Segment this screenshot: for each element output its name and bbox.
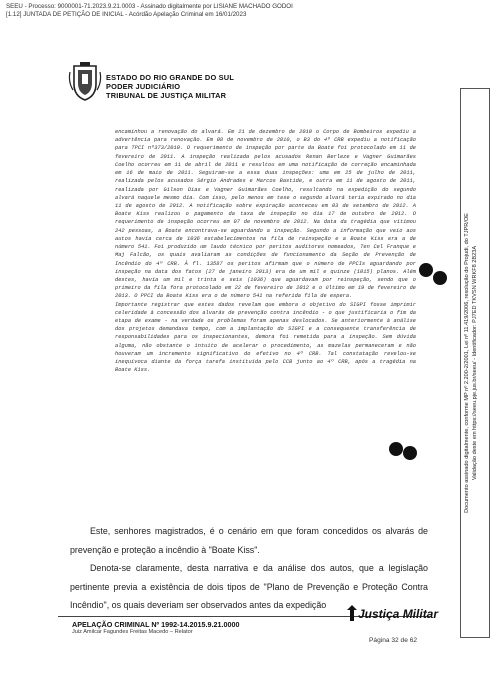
page-number: Página 32 de 62 — [369, 637, 418, 644]
quote-paragraph-1: encaminhou a renovação do alvará. Em 21 de dezembro de 2010 o Corpo de Bombeiros expediu a advertência para renovação. Em 08 de novembro de 2010, o B3 do 4º CRB expediu a notificação para TPCI nº373/2010. O requerimento de inspeção por parte da Boate foi protocolado em 11 de fevereiro de 2011. A inspeção realizada pelos acusados Renan Berleze e Vagner Guimarães Coelho ocorreu em 11 de abril de 2011 e resultou em uma notificação de correção encaminhada em 16 de maio de 2011. Seguiram-se a essa duas inspeções: uma em 25 de julho de 2011, realizada pelos acusados Sérgio Andrades e Marcos Bastide, e outra em 11 de agosto de 2011, realizada por Gilson Dias e Vagner Guimarães Coelho, resultando na expedição do segundo alvará naquele mesmo dia. Com isso, pelo menos em tese o segundo alvará teria expirado no dia 11 de agosto de 2012. A notificação sobre expiração aconteceu em 03 de setembro de 2012. A Boate Kiss realizou o pagamento da taxa de inspeção no dia 17 de outubro de 2012. O requerimento de inspeção ocorreu em 07 de novembro de 2012. Na data da tragédia que vitimou 242 pessoas, a Boate encontrava-se aguardando a inspeção. Segundo a informação que veio aos autos havia cerca de 1036 estabelecimentos na fila de reinspeção e a Boate Kiss era a de número 541. Foi produzido um laudo técnico por peritos auditores nomeados, Ten Cel Franque e Maj Falcão, os quais avaliaram as condições de funcionamento da Seção de Prevenção de Incêndio do 4º CRB. À fl. 13587 os peritos afirmam que o número de PPCIs aguardando por inspeção na data dos fatos (27 de janeiro 2013) era de um mil e quinze (1015) planos. Além destes, havia um mil e trinta e seis (1036) que aguardavam por reinspeção, sendo que o primeiro da fila fora protocolado em 22 de fevereiro de 2012 e o último em 19 de fevereiro de 2013. O PPCI da Boate Kiss era o de número 541 na referida fila de espera. — [115, 129, 416, 300]
justica-militar-logo-icon — [346, 604, 358, 622]
validation-notice: Validação deste em https://seeu.pje.jus.br/seeu/ - Identificador: PJ7ED TKVSN WRKF8 2B23A — [472, 245, 478, 481]
digital-signature-sidebar — [460, 88, 490, 638]
punch-hole-mark — [403, 446, 417, 460]
body-paragraph-2: Denota-se claramente, desta narrativa e da análise dos autos, que a legislação pertinente previa a existência de dois tipos de "Plano de Prevenção e Proteção Contra Incêndio", os quais deveriam ser observados antes da expedição — [70, 563, 428, 611]
header-petition-line: [1.12] JUNTADA DE PETIÇÃO DE INICIAL - Acórdão Apelação Criminal em 16/01/2023 — [6, 11, 247, 18]
justica-militar-logo: Justiça Militar — [358, 607, 439, 621]
institution-court: TRIBUNAL DE JUSTIÇA MILITAR — [106, 91, 227, 100]
body-text — [70, 522, 428, 615]
signature-notice: Documento assinado digitalmente, conforme MP nº 2.200-2/2001, Lei nº 11.419/2006, resolução do Projudi, do TJPR/OE — [464, 213, 470, 513]
quoted-block — [115, 128, 416, 516]
case-number: APELAÇÃO CRIMINAL Nº 1992-14.2015.9.21.0000 — [72, 620, 240, 629]
institution-power: PODER JUDICIÁRIO — [106, 82, 181, 91]
body-paragraph-1: Este, senhores magistrados, é o cenário em que foram concedidos os alvarás de prevenção e proteção a incêndio à "Boate Kiss". — [70, 526, 428, 555]
state-crest-icon — [68, 62, 102, 102]
judge-name: Juiz Amilcar Fagundes Freitas Macedo – Relator — [72, 629, 193, 635]
header-process-line: SEEU - Processo: 9000001-71.2023.9.21.0003 - Assinado digitalmente por LISIANE MACHADO GODOI — [6, 3, 293, 10]
punch-hole-mark — [389, 442, 403, 456]
punch-hole-mark — [419, 263, 433, 277]
quote-paragraph-2: Importante registrar que estes dados revelam que embora o objetivo do SIGPI fosse imprimir celeridade à concessão dos alvarás de prevenção contra incêndio - o que justificaria o fim da etapa de exame - na verdade os problemas foram apenas deslocados. Se anteriormente à análise dos projetos demandava tempo, com a implantação do SIGPI e a consequente transferência de responsabilidades para os inspecionantes, demora foi remetida para a inspeção. Sem dúvida alguma, não obstante o intuito de acelerar o procedimento, as mazelas permaneceram e não houveram um incremento significativo do efetivo no 4º CRB. Tal constatação revelou-se inequívoca diante da força tarefa instituída pelo CCB junto ao 4º CRB, após a tragédia na Boate Kiss. — [115, 301, 416, 374]
institution-state: ESTADO DO RIO GRANDE DO SUL — [106, 73, 235, 82]
punch-hole-mark — [433, 271, 447, 285]
